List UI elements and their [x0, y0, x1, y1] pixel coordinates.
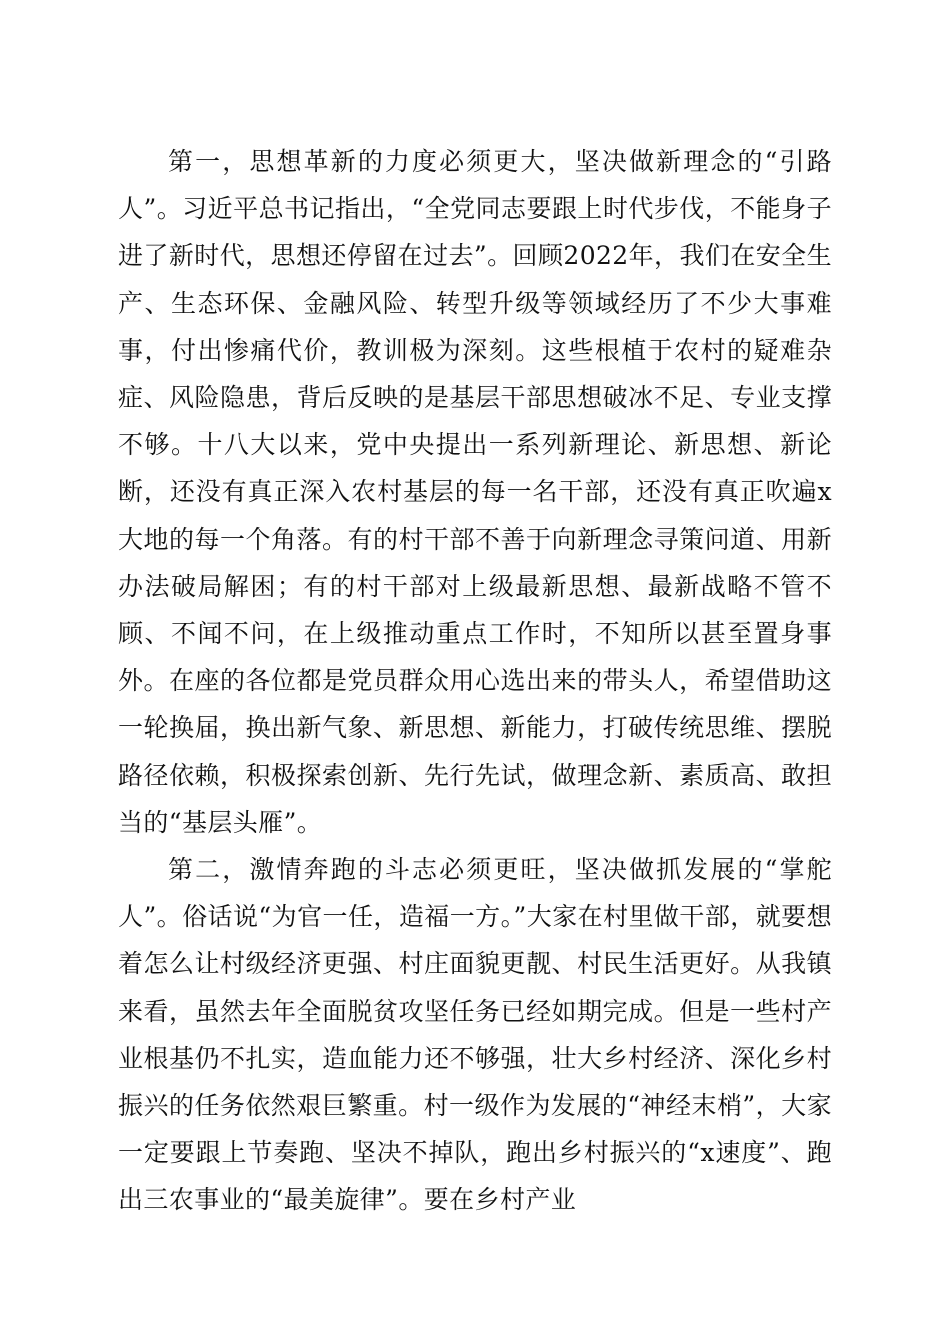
document-body	[118, 138, 832, 1224]
paragraph-second: 第二，激情奔跑的斗志必须更旺，坚决做抓发展的“掌舵人”。俗话说“为官一任，造福一方。”大家在村里做干部，就要想着怎么让村级经济更强、村庄面貌更靓、村民生活更好。从我镇来看，虽然去年全面脱贫攻坚任务已经如期完成。但是一些村产业根基仍不扎实，造血能力还不够强，壮大乡村经济、深化乡村振兴的任务依然艰巨繁重。村一级作为发展的“神经末梢”，大家一定要跟上节奏跑、坚决不掉队，跑出乡村振兴的“x速度”、跑出三农事业的“最美旋律”。要在乡村产业	[118, 855, 832, 1215]
paragraph-first: 第一，思想革新的力度必须更大，坚决做新理念的“引路人”。习近平总书记指出，“全党同志要跟上时代步伐，不能身子进了新时代，思想还停留在过去”。回顾2022年，我们在安全生产、生态环保、金融风险、转型升级等领域经历了不少大事难事，付出惨痛代价，教训极为深刻。这些根植于农村的疑难杂症、风险隐患，背后反映的是基层干部思想破冰不足、专业支撑不够。十八大以来，党中央提出一系列新理论、新思想、新论断，还没有真正深入农村基层的每一名干部，还没有真正吹遍x大地的每一个角落。有的村干部不善于向新理念寻策问道、用新办法破局解困；有的村干部对上级最新思想、最新战略不管不顾、不闻不问，在上级推动重点工作时，不知所以甚至置身事外。在座的各位都是党员群众用心选出来的带头人，希望借助这一轮换届，换出新气象、新思想、新能力，打破传统思维、摆脱路径依赖，积极探索创新、先行先试，做理念新、素质高、敢担当的“基层头雁”。	[118, 147, 832, 837]
